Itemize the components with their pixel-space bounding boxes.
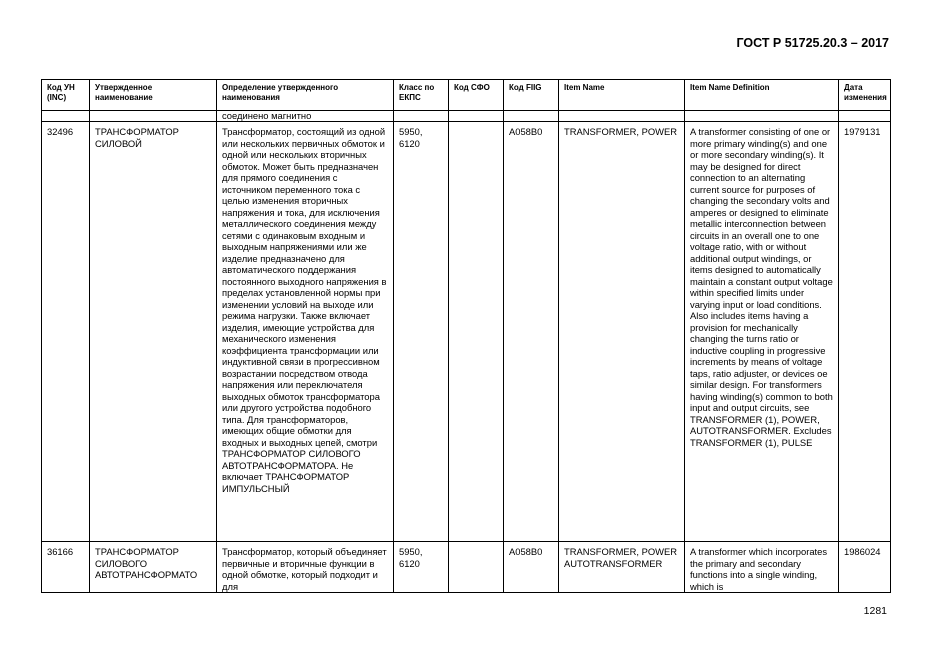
continuation-definition: соединено магнитно (217, 111, 394, 122)
cell-ekps: 5950, 6120 (394, 122, 449, 542)
cell-date: 1986024 (839, 542, 891, 593)
catalog-table (41, 79, 891, 593)
cell-inc: 36166 (42, 542, 90, 593)
cell-ekps: 5950, 6120 (394, 542, 449, 593)
col-header-fiig: Код FIIG (504, 80, 559, 111)
cell-definition-ru: Трансформатор, состоящий из одной или нескольких первичных обмоток и одной или нескольких вторичных обмоток. Может быть предназначен для прямого соединения с источником переменного тока с целью изменения вторичных напряжения и тока, для исключения металлического соединения между сетями с одинаковым входным и выходным напряжениями или же изделие предназначено для автоматического поддержания постоянного выходного напряжения в пределах установленной нормы при изменении условий на выходе или режима нагрузки. Также включает изделия, имеющие устройства для механического изменения коэффициента трансформации или индуктивной связи в прогрессивном возрастании посредством отвода напряжения или переключателя выходных обмоток трансформатора или другого устройства подобного типа. Для трансформаторов, имеющих общие обмотки для входных и выходных цепей, смотри ТРАНСФОРМАТОР СИЛОВОГО АВТОТРАНСФОРМАТОРА. Не включает ТРАНСФОРМАТОР ИМПУЛЬСНЫЙ (217, 122, 394, 542)
col-header-item-def: Item Name Definition (685, 80, 839, 111)
col-header-sfo: Код СФО (449, 80, 504, 111)
col-header-ekps: Класс по ЕКПС (394, 80, 449, 111)
cell-fiig: A058B0 (504, 542, 559, 593)
cell-date: 1979131 (839, 122, 891, 542)
cell-item-def: A transformer consisting of one or more primary winding(s) and one or more secondary winding(s). It may be designed for direct connection to an alternating current source for purposes of changing the secondary volts and amperes or designed to eliminate metallic interconnection between circuits in an overall one to one voltage ratio, with or without additional output windings, or items designed to automatically maintain a constant output voltage within specified limits under varying input or load conditions. Also includes items having a provision for mechanically changing the turns ratio or inductive coupling in progressive increments by means of voltage taps, ratio adjuster, or devices oe similar design. For transformers having winding(s) common to both input and output circuits, see TRANSFORMER (1), POWER, AUTOTRANSFORMER. Excludes TRANSFORMER (1), PULSE (685, 122, 839, 542)
col-header-item-name: Item Name (559, 80, 685, 111)
col-header-date: Дата изменения (839, 80, 891, 111)
continuation-row (42, 111, 891, 122)
table-header-row (42, 80, 891, 111)
cell-sfo (449, 542, 504, 593)
cell-sfo (449, 122, 504, 542)
cell-name-ru: ТРАНСФОРМАТОР СИЛОВОГО АВТОТРАНСФОРМАТО (90, 542, 217, 593)
cell-item-name: TRANSFORMER, POWER AUTOTRANSFORMER (559, 542, 685, 593)
col-header-definition-ru: Определение утвержденного наименования (217, 80, 394, 111)
cell-item-name: TRANSFORMER, POWER (559, 122, 685, 542)
page-number: 1281 (863, 605, 887, 617)
table-row (42, 542, 891, 593)
cell-name-ru: ТРАНСФОРМАТОР СИЛОВОЙ (90, 122, 217, 542)
col-header-name-ru: Утвержденное наименование (90, 80, 217, 111)
cell-item-def: A transformer which incorporates the primary and secondary functions into a single winding, which is (685, 542, 839, 593)
cell-definition-ru: Трансформатор, который объединяет первичные и вторичные функции в одной обмотке, который подходит и для (217, 542, 394, 593)
cell-inc: 32496 (42, 122, 90, 542)
document-header: ГОСТ Р 51725.20.3 – 2017 (736, 36, 889, 50)
col-header-inc: Код УН (INC) (42, 80, 90, 111)
table-row (42, 122, 891, 542)
cell-fiig: A058B0 (504, 122, 559, 542)
